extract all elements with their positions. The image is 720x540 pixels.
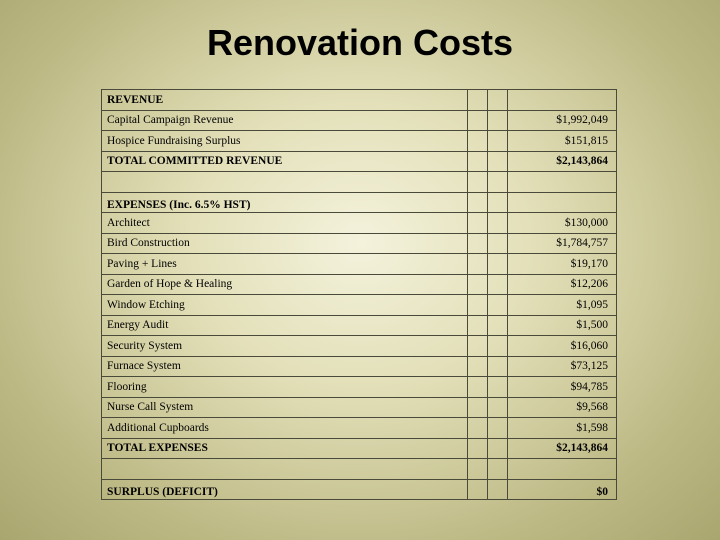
expenses-total-label: TOTAL EXPENSES xyxy=(102,438,468,459)
row-label: Capital Campaign Revenue xyxy=(102,110,468,131)
table-row xyxy=(102,131,617,152)
expenses-header: EXPENSES (Inc. 6.5% HST) xyxy=(102,192,468,213)
table-row xyxy=(102,295,617,316)
slide-title: Renovation Costs xyxy=(206,22,514,63)
table-row xyxy=(102,356,617,377)
row-label: Hospice Fundraising Surplus xyxy=(102,131,468,152)
expenses-header-row xyxy=(102,192,617,213)
blank-row xyxy=(102,459,617,480)
row-label: Window Etching xyxy=(102,295,468,316)
row-value: $1,095 xyxy=(508,295,617,316)
revenue-header: REVENUE xyxy=(102,90,468,111)
revenue-header-row xyxy=(102,90,617,111)
table-row xyxy=(102,377,617,398)
table-row xyxy=(102,315,617,336)
blank-row xyxy=(102,172,617,193)
row-label: Security System xyxy=(102,336,468,357)
table-row xyxy=(102,336,617,357)
row-value: $151,815 xyxy=(508,131,617,152)
surplus-label: SURPLUS (DEFICIT) xyxy=(102,479,468,500)
row-label: Bird Construction xyxy=(102,233,468,254)
revenue-total-row xyxy=(102,151,617,172)
row-value: $1,500 xyxy=(508,315,617,336)
row-label: Flooring xyxy=(102,377,468,398)
row-label: Furnace System xyxy=(102,356,468,377)
renovation-costs-table xyxy=(101,89,617,500)
row-value: $1,598 xyxy=(508,418,617,439)
table-row xyxy=(102,213,617,234)
revenue-total-label: TOTAL COMMITTED REVENUE xyxy=(102,151,468,172)
table-row xyxy=(102,418,617,439)
row-value: $16,060 xyxy=(508,336,617,357)
row-label: Architect xyxy=(102,213,468,234)
surplus-row xyxy=(102,479,617,500)
row-value: $94,785 xyxy=(508,377,617,398)
row-value: $1,992,049 xyxy=(508,110,617,131)
row-label: Paving + Lines xyxy=(102,254,468,275)
row-value: $73,125 xyxy=(508,356,617,377)
table-row xyxy=(102,397,617,418)
row-value: $9,568 xyxy=(508,397,617,418)
row-label: Additional Cupboards xyxy=(102,418,468,439)
table-row xyxy=(102,274,617,295)
row-value: $12,206 xyxy=(508,274,617,295)
row-label: Nurse Call System xyxy=(102,397,468,418)
row-value: $1,784,757 xyxy=(508,233,617,254)
row-label: Energy Audit xyxy=(102,315,468,336)
expenses-total-value: $2,143,864 xyxy=(508,438,617,459)
table-row xyxy=(102,110,617,131)
surplus-value: $0 xyxy=(508,479,617,500)
revenue-total-value: $2,143,864 xyxy=(508,151,617,172)
expenses-total-row xyxy=(102,438,617,459)
table-row xyxy=(102,233,617,254)
row-value: $130,000 xyxy=(508,213,617,234)
row-label: Garden of Hope & Healing xyxy=(102,274,468,295)
table-row xyxy=(102,254,617,275)
row-value: $19,170 xyxy=(508,254,617,275)
